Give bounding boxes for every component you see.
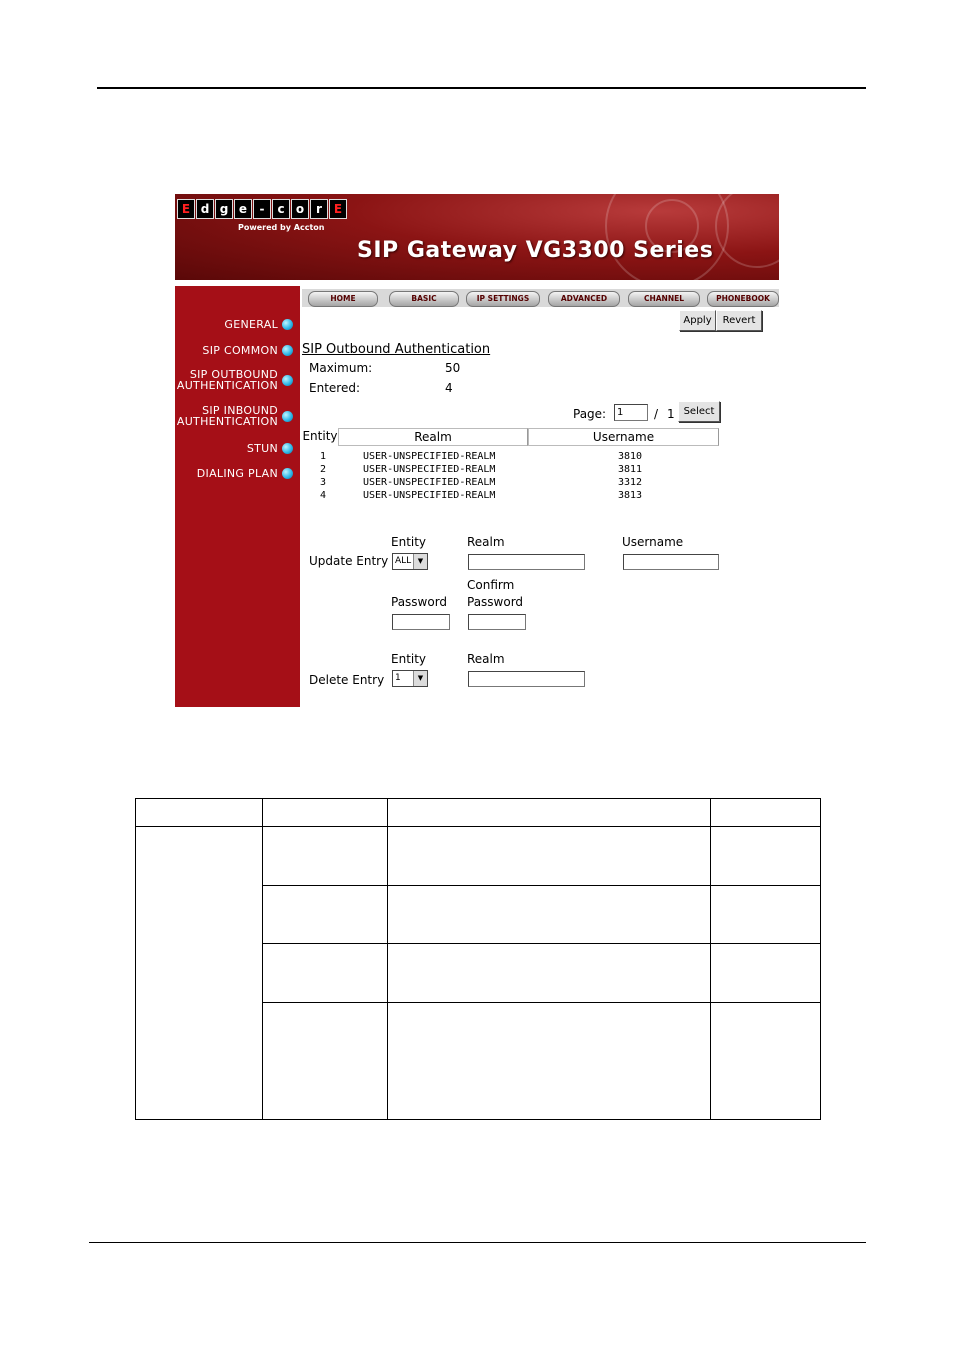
table-row [136, 827, 821, 886]
bulb-icon [282, 468, 293, 479]
header-rule [97, 87, 866, 89]
delete-realm-input[interactable] [468, 671, 585, 687]
row-entity: 1 [320, 451, 327, 462]
tab-basic[interactable]: BASIC [389, 291, 459, 307]
update-entity-label: Entity [391, 535, 427, 549]
entered-label: Entered: [309, 381, 360, 395]
delete-entry-label: Delete Entry [309, 673, 385, 687]
tab-advanced[interactable]: ADVANCED [548, 291, 620, 307]
row-username: 3810 [618, 451, 643, 462]
chevron-down-icon: ▼ [413, 671, 427, 686]
page-separator: / [654, 407, 659, 421]
update-entry-label: Update Entry [309, 554, 389, 568]
row-realm: USER-UNSPECIFIED-REALM [363, 490, 496, 501]
apply-button[interactable]: Apply [679, 310, 716, 331]
password-label: Password [391, 595, 448, 609]
bulb-icon [282, 375, 293, 386]
row-entity: 4 [320, 490, 327, 501]
confirm-label-line1: Confirm [467, 578, 515, 592]
update-username-label: Username [622, 535, 684, 549]
revert-button[interactable]: Revert [716, 310, 762, 331]
row-realm: USER-UNSPECIFIED-REALM [363, 477, 496, 488]
sidebar-item-sip-outbound[interactable]: SIP OUTBOUND AUTHENTICATION [176, 368, 278, 392]
footer-rule [89, 1242, 866, 1243]
edgecore-logo: E d g e - c o r E [177, 199, 347, 219]
sidebar-item-sip-inbound[interactable]: SIP INBOUND AUTHENTICATION [176, 404, 278, 428]
delete-entity-label: Entity [391, 652, 427, 666]
tab-bar [302, 289, 779, 307]
confirm-password-input[interactable] [468, 614, 526, 630]
product-title: SIP Gateway VG3300 Series [357, 238, 714, 263]
maximum-value: 50 [445, 361, 461, 375]
update-realm-input[interactable] [468, 554, 585, 570]
bulb-icon [282, 443, 293, 454]
row-entity: 2 [320, 464, 327, 475]
entered-value: 4 [445, 381, 453, 395]
bulb-icon [282, 411, 293, 422]
powered-by: Powered by Accton [238, 223, 325, 232]
column-header-username: Username [528, 428, 719, 446]
column-header-realm: Realm [338, 428, 528, 446]
tab-ip-settings[interactable]: IP SETTINGS [466, 291, 540, 307]
delete-entity-select[interactable]: 1 ▼ [392, 670, 428, 687]
row-username: 3811 [618, 464, 643, 475]
confirm-label-line2: Password [467, 595, 524, 609]
column-header-entity: Entity [302, 428, 338, 446]
page-total: 1 [667, 407, 675, 421]
bulb-icon [282, 319, 293, 330]
row-realm: USER-UNSPECIFIED-REALM [363, 464, 496, 475]
tab-home[interactable]: HOME [308, 291, 378, 307]
parameter-table [135, 798, 821, 1120]
tab-phonebook[interactable]: PHONEBOOK [707, 291, 779, 307]
page-title: SIP Outbound Authentication [302, 342, 491, 357]
update-username-input[interactable] [623, 554, 719, 570]
delete-realm-label: Realm [467, 652, 505, 666]
page-label: Page: [573, 407, 607, 421]
row-realm: USER-UNSPECIFIED-REALM [363, 451, 496, 462]
sidebar-item-stun[interactable]: STUN [246, 442, 278, 455]
update-realm-label: Realm [467, 535, 505, 549]
table-header-row [136, 799, 821, 827]
update-entity-select[interactable]: ALL ▼ [392, 553, 428, 570]
sidebar [175, 286, 300, 707]
select-button[interactable]: Select [678, 401, 720, 422]
sidebar-item-general[interactable]: GENERAL [224, 318, 278, 331]
row-entity: 3 [320, 477, 327, 488]
password-input[interactable] [392, 614, 450, 630]
sidebar-item-dialing-plan[interactable]: DIALING PLAN [196, 467, 278, 480]
bulb-icon [282, 345, 293, 356]
sidebar-item-sip-common[interactable]: SIP COMMON [202, 344, 278, 357]
maximum-label: Maximum: [309, 361, 373, 375]
row-username: 3312 [618, 477, 643, 488]
row-username: 3813 [618, 490, 643, 501]
chevron-down-icon: ▼ [413, 554, 427, 569]
page-input[interactable]: 1 [614, 404, 648, 421]
tab-channel[interactable]: CHANNEL [628, 291, 700, 307]
banner [175, 194, 779, 280]
